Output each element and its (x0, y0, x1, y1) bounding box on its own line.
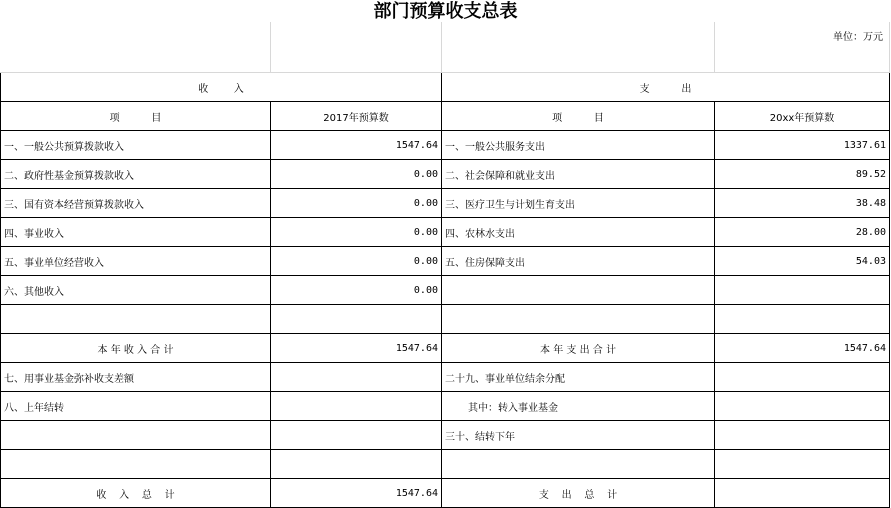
income-subtotal-value: 1547.64 (271, 334, 442, 363)
income-item-value: 0.00 (271, 218, 442, 247)
expense-item-value (715, 363, 890, 392)
expense-item-label: 五、住房保障支出 (442, 247, 715, 276)
income-item-label (1, 421, 271, 450)
unit-label: 单位：万元 (833, 32, 883, 43)
income-item-label (1, 305, 271, 334)
expense-item-value: 54.03 (715, 247, 890, 276)
table-row (1, 276, 890, 305)
income-item-value (271, 363, 442, 392)
expense-item-label (442, 305, 715, 334)
expense-subtotal-value: 1547.64 (715, 334, 890, 363)
income-item-label (1, 450, 271, 479)
income-item-label: 七、用事业基金弥补收支差额 (1, 363, 271, 392)
income-item-value: 0.00 (271, 276, 442, 305)
expense-item-value: 1337.61 (715, 131, 890, 160)
expense-total-value (715, 479, 890, 508)
table-row (1, 218, 890, 247)
expense-total-label: 支 出 总 计 (442, 479, 715, 508)
expense-item-label: 二、社会保障和就业支出 (442, 160, 715, 189)
income-item-header: 项 目 (1, 102, 271, 131)
budget-table (0, 22, 890, 508)
table-row (1, 305, 890, 334)
income-item-label: 八、上年结转 (1, 392, 271, 421)
table-row (1, 421, 890, 450)
income-budget-header: 2017年预算数 (271, 102, 442, 131)
expense-item-value: 28.00 (715, 218, 890, 247)
table-row (1, 189, 890, 218)
expense-header: 支 出 (442, 73, 890, 102)
income-header: 收 入 (1, 73, 442, 102)
expense-item-label: 二十九、事业单位结余分配 (442, 363, 715, 392)
income-item-value (271, 450, 442, 479)
table-row (1, 160, 890, 189)
expense-item-value (715, 276, 890, 305)
income-item-label: 六、其他收入 (1, 276, 271, 305)
table-row (1, 131, 890, 160)
page-title: 部门预算收支总表 (373, 1, 518, 22)
income-item-value (271, 305, 442, 334)
expense-item-value: 38.48 (715, 189, 890, 218)
expense-item-value (715, 421, 890, 450)
expense-item-header: 项 目 (442, 102, 715, 131)
income-item-value: 0.00 (271, 160, 442, 189)
income-item-label: 一、一般公共预算拨款收入 (1, 131, 271, 160)
table-row (1, 392, 890, 421)
table-row (1, 363, 890, 392)
table-row (1, 450, 890, 479)
expense-item-label (442, 276, 715, 305)
income-item-value: 1547.64 (271, 131, 442, 160)
table-row (1, 247, 890, 276)
expense-item-value (715, 305, 890, 334)
expense-budget-header: 20xx年预算数 (715, 102, 890, 131)
income-subtotal-label: 本 年 收 入 合 计 (1, 334, 271, 363)
income-item-label: 二、政府性基金预算拨款收入 (1, 160, 271, 189)
expense-item-label: 三十、结转下年 (442, 421, 715, 450)
expense-item-label: 其中：转入事业基金 (442, 392, 715, 421)
income-item-label: 三、国有资本经营预算拨款收入 (1, 189, 271, 218)
income-item-value: 0.00 (271, 247, 442, 276)
income-item-value (271, 392, 442, 421)
income-item-label: 五、事业单位经营收入 (1, 247, 271, 276)
expense-item-value (715, 450, 890, 479)
expense-item-label: 四、农林水支出 (442, 218, 715, 247)
expense-item-value (715, 392, 890, 421)
expense-item-label: 三、医疗卫生与计划生育支出 (442, 189, 715, 218)
expense-item-label (442, 450, 715, 479)
income-total-label: 收 入 总 计 (1, 479, 271, 508)
income-item-value (271, 421, 442, 450)
expense-subtotal-label: 本 年 支 出 合 计 (442, 334, 715, 363)
income-item-label: 四、事业收入 (1, 218, 271, 247)
expense-item-label: 一、一般公共服务支出 (442, 131, 715, 160)
income-item-value: 0.00 (271, 189, 442, 218)
income-total-value: 1547.64 (271, 479, 442, 508)
expense-item-value: 89.52 (715, 160, 890, 189)
